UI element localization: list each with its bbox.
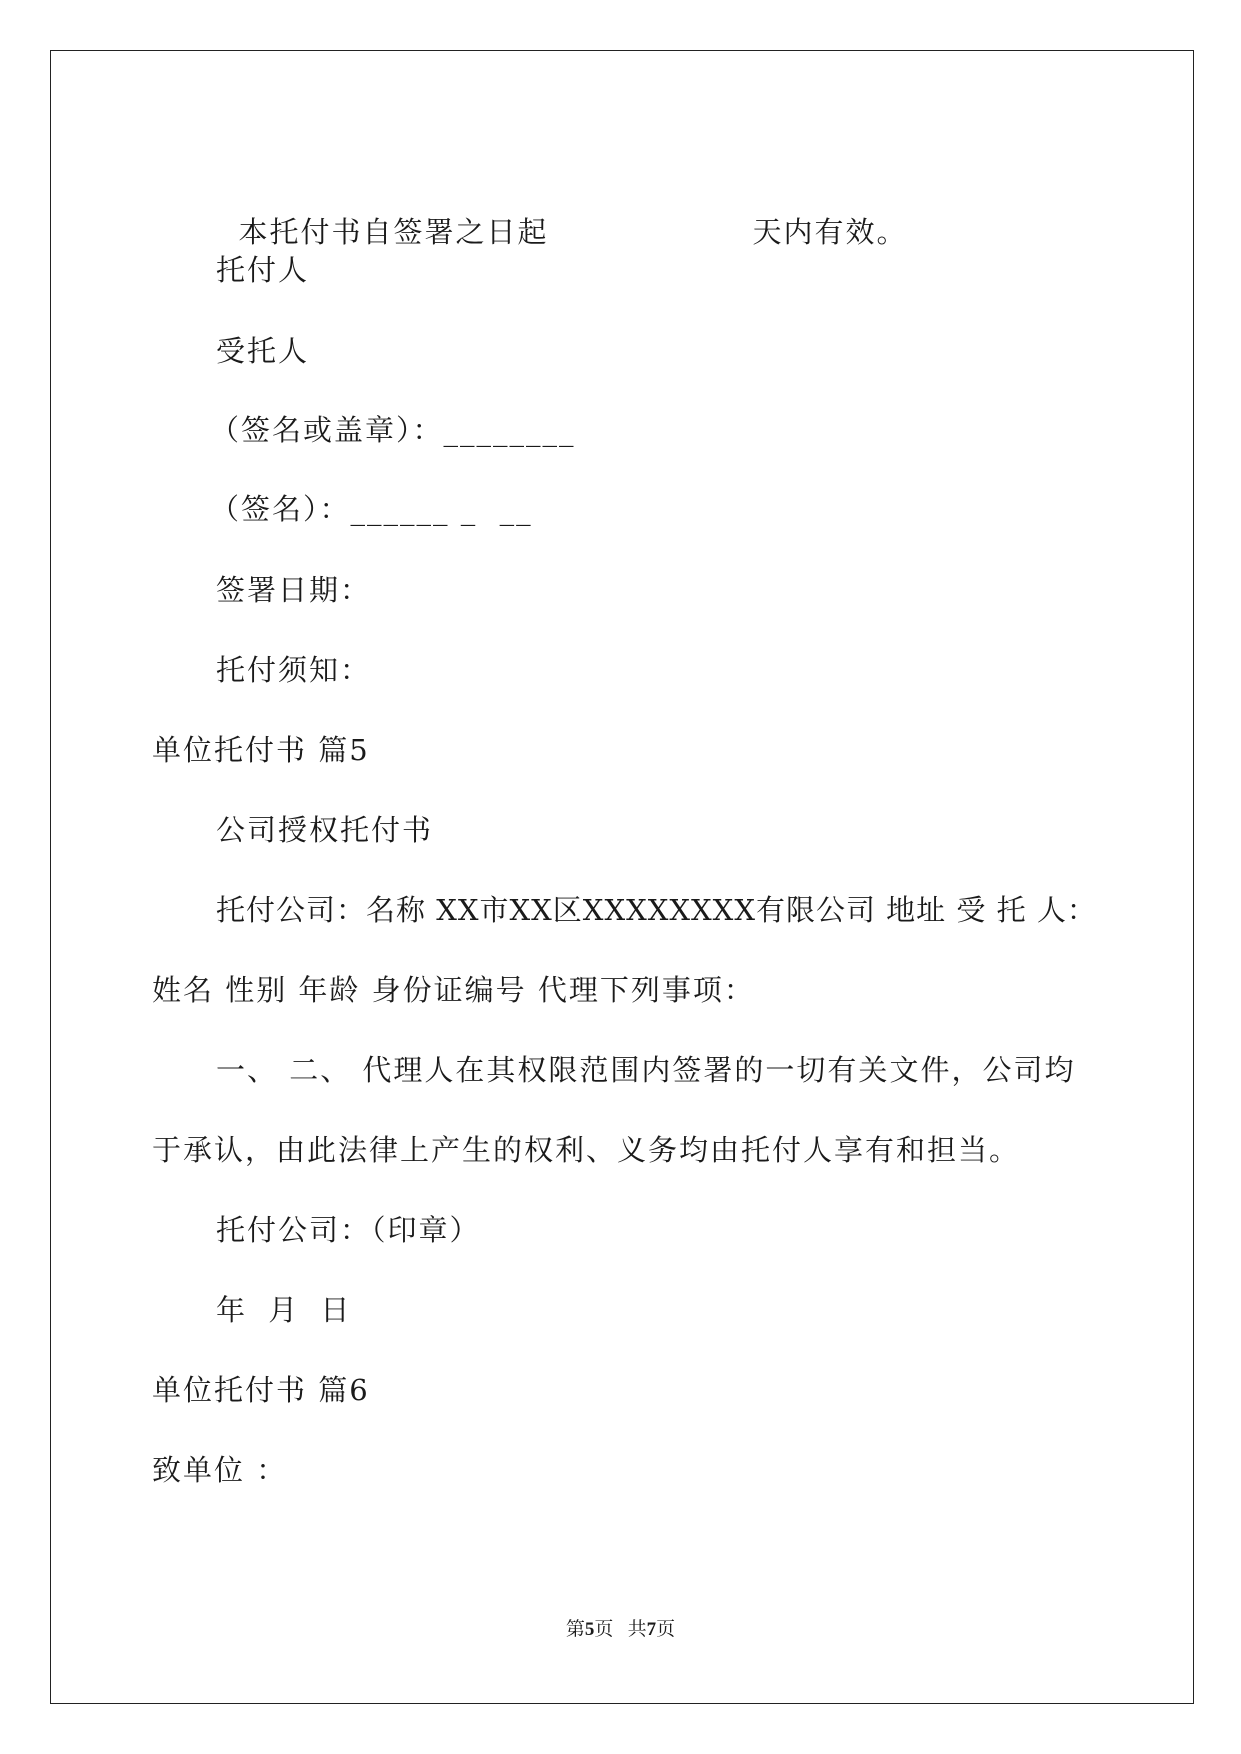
item-1-line: 一、 二、 代理人在其权限范围内签署的一切有关文件，公司均: [216, 1053, 1076, 1087]
date-ymd-line: 年 月 日: [216, 1293, 352, 1327]
to-unit-line: 致单位 ：: [152, 1453, 288, 1487]
footer-page-suffix: 页: [594, 1619, 614, 1640]
company-auth-title: 公司授权托付书: [216, 813, 434, 847]
principal-company-line: 托付公司：名称 XX市XX区XXXXXXXX有限公司 地址 受 托 人：: [216, 893, 1097, 927]
footer-page-prefix: 第: [565, 1619, 585, 1640]
principal-label: 托付人: [216, 253, 310, 287]
validity-line: [216, 172, 907, 252]
footer-total-prefix: 共: [627, 1619, 647, 1640]
item-1-continuation: 于承认，由此法律上产生的权利、义务均由托付人享有和担当。: [152, 1133, 1021, 1167]
footer-total-suffix: 页: [656, 1619, 676, 1640]
agent-label: 受托人: [216, 334, 310, 368]
signature-line: （签名）：______ _ __: [210, 492, 533, 526]
footer-total-number: 7: [646, 1619, 657, 1640]
sign-or-seal-line: （签名或盖章）：________: [210, 413, 576, 447]
notice-label: 托付须知：: [216, 653, 372, 687]
footer-page-number: 5: [584, 1619, 595, 1640]
page-footer: [0, 1618, 1241, 1642]
validity-line-start: 本托付书自签署之日起: [238, 215, 549, 249]
company-seal-line: 托付公司：（印章）: [216, 1213, 481, 1247]
validity-line-end: 天内有效。: [752, 215, 908, 249]
section-heading-5: 单位托付书 篇5: [152, 733, 370, 767]
agent-info-line: 姓名 性别 年龄 身份证编号 代理下列事项：: [152, 973, 755, 1007]
sign-date-label: 签署日期：: [216, 573, 372, 607]
section-heading-6: 单位托付书 篇6: [152, 1373, 370, 1407]
